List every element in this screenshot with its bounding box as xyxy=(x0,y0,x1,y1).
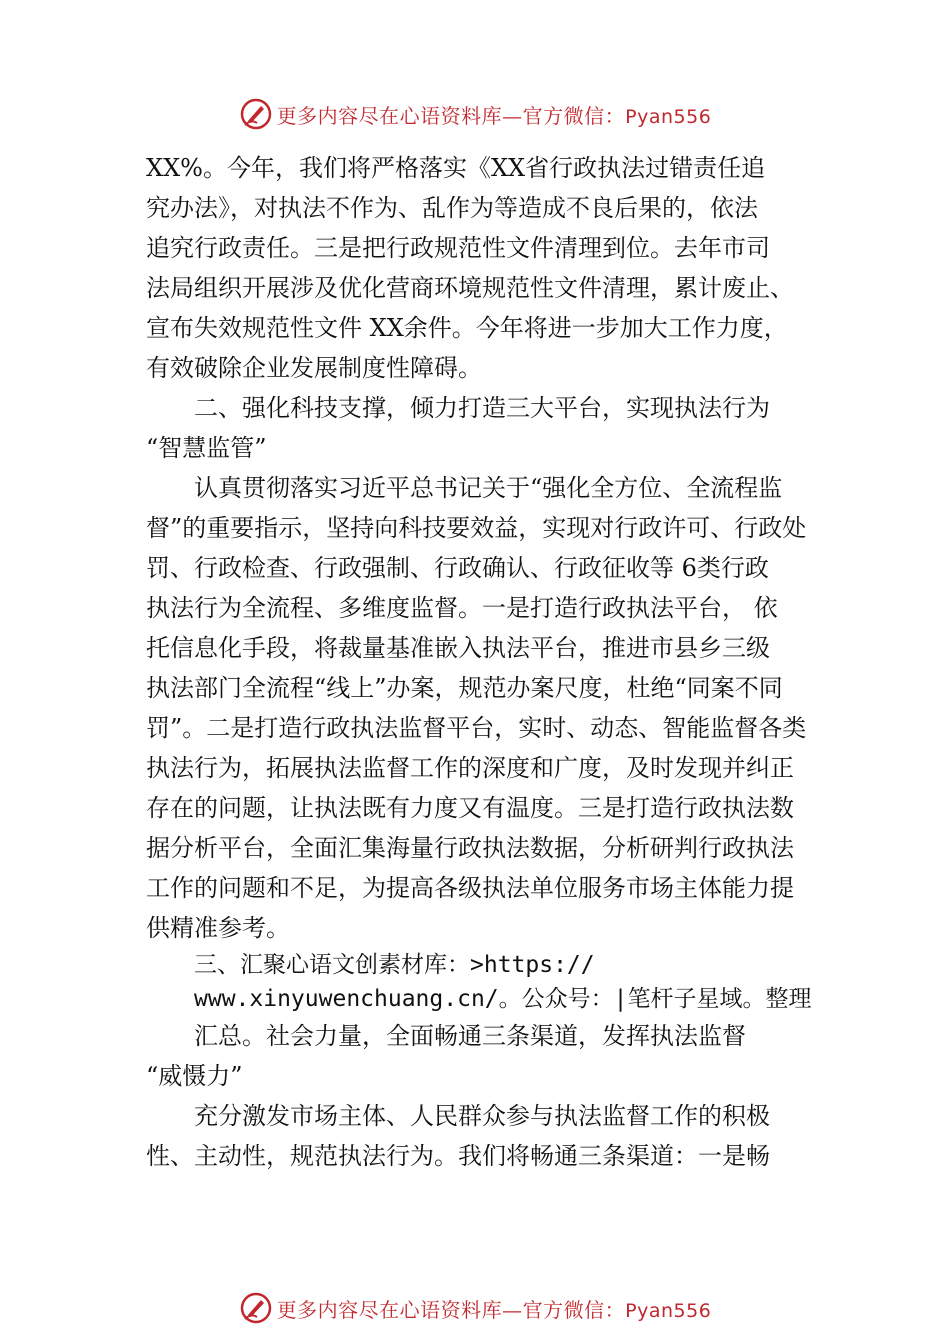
text-line: 据分析平台，全面汇集海量行政执法数据，分析研判行政执法 xyxy=(146,834,794,862)
section-heading: 汇总。社会力量，全面畅通三条渠道，发挥执法监督 xyxy=(194,1022,746,1050)
section-heading: “智慧监管” xyxy=(146,434,267,462)
text-line: 性、主动性，规范执法行为。我们将畅通三条渠道：一是畅 xyxy=(146,1142,770,1170)
text-line: 存在的问题，让执法既有力度又有温度。三是打造行政执法数 xyxy=(146,794,794,822)
text-line: 追究行政责任。三是把行政规范性文件清理到位。去年市司 xyxy=(146,234,770,262)
text-line: 充分激发市场主体、人民群众参与执法监督工作的积极 xyxy=(194,1102,770,1130)
text-line: 督”的重要指示，坚持向科技要效益，实现对行政许可、行政处 xyxy=(146,514,807,542)
text-line: 供精准参考。 xyxy=(146,914,290,942)
banner-text: 更多内容尽在心语资料库—官方微信：Pyan556 xyxy=(276,1297,712,1322)
pen-seal-logo-icon xyxy=(239,1291,273,1325)
section-heading: www.xinyuwenchuang.cn/。公众号：|笔杆子星域。整理 xyxy=(194,986,812,1012)
text-line: 执法行为，拓展执法监督工作的深度和广度，及时发现并纠正 xyxy=(146,754,794,782)
text-line: 罚、行政检查、行政强制、行政确认、行政征收等 6类行政 xyxy=(146,554,769,582)
pen-seal-logo-icon xyxy=(239,97,273,131)
header-banner xyxy=(0,96,950,132)
section-heading: 三、汇聚心语文创素材库：>https:// xyxy=(194,952,595,978)
text-line: 托信息化手段，将裁量基准嵌入执法平台，推进市县乡三级 xyxy=(146,634,770,662)
wechat-id: Pyan556 xyxy=(625,105,712,128)
document-body xyxy=(146,148,826,1176)
text-line: 法局组织开展涉及优化营商环境规范性文件清理，累计废止、 xyxy=(146,274,794,302)
banner-text: 更多内容尽在心语资料库—官方微信：Pyan556 xyxy=(276,103,712,128)
text-line: 宣布失效规范性文件 XX余件。今年将进一步加大工作力度， xyxy=(146,314,788,342)
text-line: 究办法》，对执法不作为、乱作为等造成不良后果的，依法 xyxy=(146,194,758,222)
text-line: 执法部门全流程“线上”办案，规范办案尺度，杜绝“同案不同 xyxy=(146,674,783,702)
text-line: 执法行为全流程、多维度监督。一是打造行政执法平台， 依 xyxy=(146,594,778,622)
text-line: 罚”。二是打造行政执法监督平台，实时、动态、智能监督各类 xyxy=(146,714,807,742)
text-line: XX%。今年，我们将严格落实《XX省行政执法过错责任追 xyxy=(146,154,766,182)
wechat-id: Pyan556 xyxy=(625,1299,712,1322)
section-heading: “威慑力” xyxy=(146,1062,243,1090)
text-line: 工作的问题和不足，为提高各级执法单位服务市场主体能力提 xyxy=(146,874,794,902)
footer-banner xyxy=(0,1290,950,1326)
section-heading: 二、强化科技支撑，倾力打造三大平台，实现执法行为 xyxy=(194,394,770,422)
text-line: 认真贯彻落实习近平总书记关于“强化全方位、全流程监 xyxy=(194,474,783,502)
text-line: 有效破除企业发展制度性障碍。 xyxy=(146,354,482,382)
